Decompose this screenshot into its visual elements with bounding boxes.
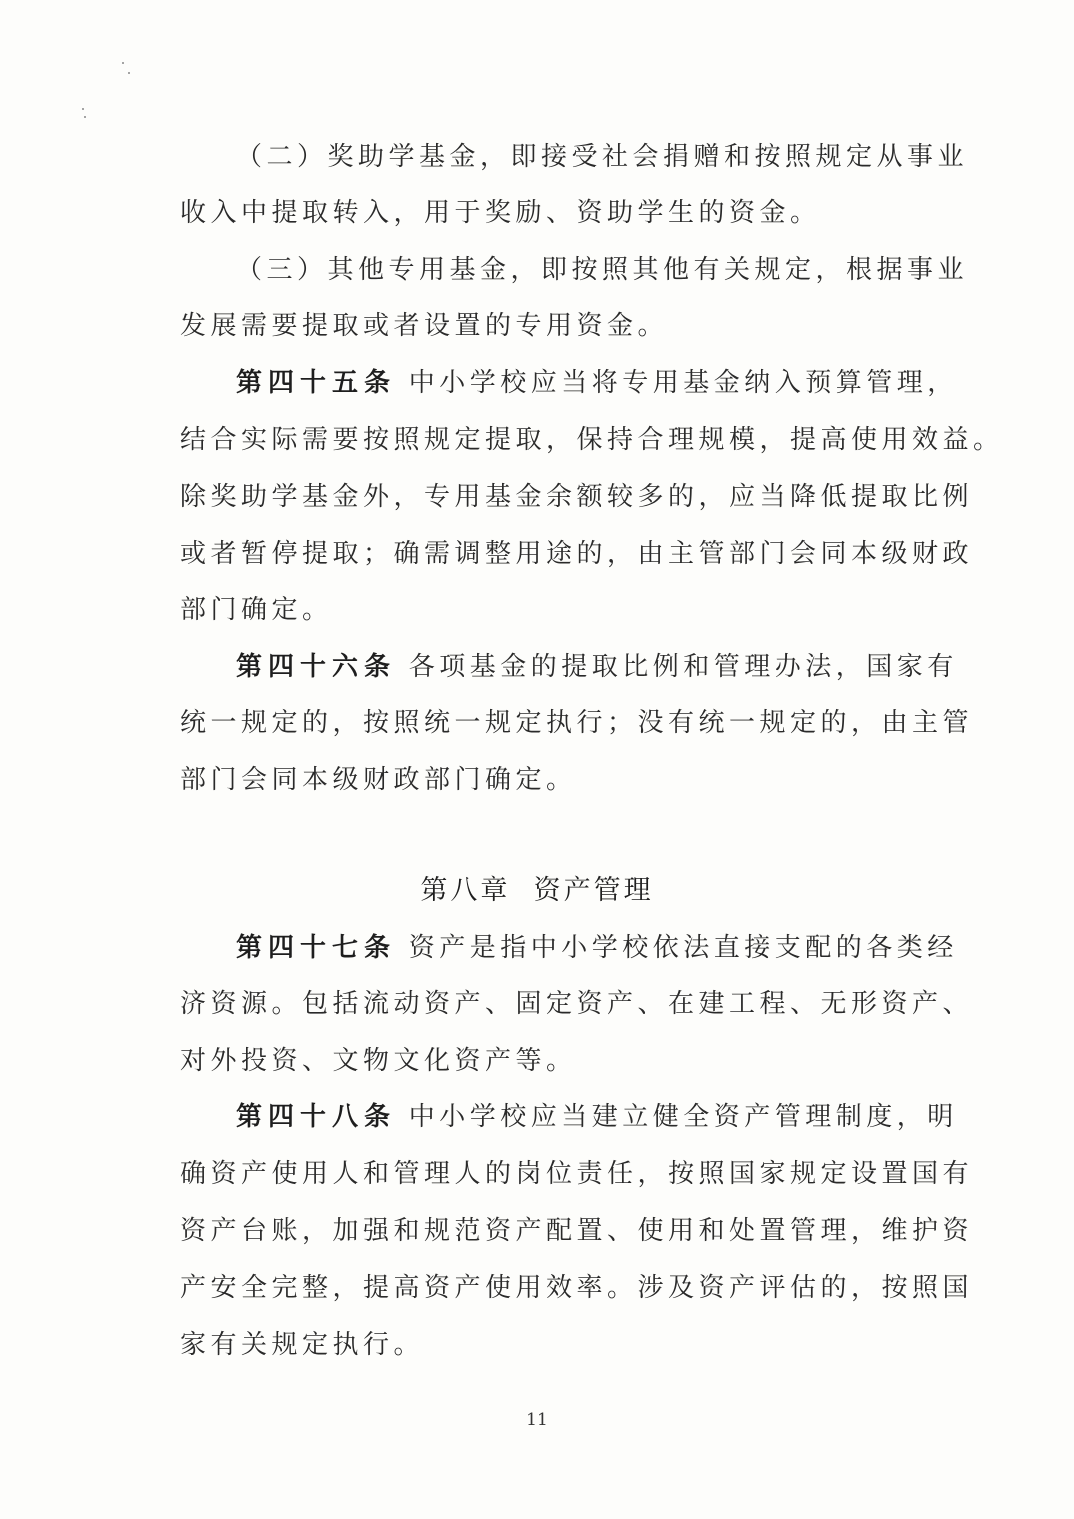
article-46-title: 第四十六条 <box>236 652 397 682</box>
article-46-first-line <box>236 650 981 684</box>
article-45-title: 第四十五条 <box>236 368 397 398</box>
article-47-line: 资产是指中小学校依法直接支配的各类经 <box>396 933 958 963</box>
article-47-title: 第四十七条 <box>236 933 397 963</box>
scan-speck <box>122 62 124 64</box>
article-45-line: 除奖助学基金外，专用基金余额较多的，应当降低提取比例 <box>180 482 974 512</box>
article-45-line: 结合实际需要按照规定提取，保持合理规模，提高使用效益。 <box>180 425 1004 455</box>
paragraph-line: （二）奖助学基金，即接受社会捐赠和按照规定从事业 <box>236 142 969 172</box>
article-48-line: 产安全完整，提高资产使用效率。涉及资产评估的，按照国 <box>180 1273 974 1303</box>
scan-speck <box>82 108 84 110</box>
scan-speck <box>128 72 130 74</box>
paragraph-line: 发展需要提取或者设置的专用资金。 <box>180 311 669 341</box>
article-47-line: 对外投资、文物文化资产等。 <box>180 1046 577 1076</box>
article-45-line: 部门确定。 <box>180 595 333 625</box>
chapter-heading: 第八章 资产管理 <box>420 875 654 906</box>
article-48-line: 资产台账，加强和规范资产配置、使用和处置管理，维护资 <box>180 1216 974 1246</box>
article-48-line: 中小学校应当建立健全资产管理制度，明 <box>396 1102 958 1132</box>
paragraph-line: 收入中提取转入，用于奖励、资助学生的资金。 <box>180 198 821 228</box>
paragraph-line: （三）其他专用基金，即按照其他有关规定，根据事业 <box>236 255 969 285</box>
article-48-line: 确资产使用人和管理人的岗位责任，按照国家规定设置国有 <box>180 1159 974 1189</box>
article-46-line: 各项基金的提取比例和管理办法，国家有 <box>396 652 958 682</box>
article-48-first-line <box>236 1100 981 1134</box>
article-48-line: 家有关规定执行。 <box>180 1330 425 1360</box>
article-45-line: 或者暂停提取；确需调整用途的，由主管部门会同本级财政 <box>180 539 974 569</box>
article-48-title: 第四十八条 <box>236 1102 397 1132</box>
article-47-line: 济资源。包括流动资产、固定资产、在建工程、无形资产、 <box>180 989 974 1019</box>
article-46-line: 统一规定的，按照统一规定执行；没有统一规定的，由主管 <box>180 708 974 738</box>
page-number: 11 <box>526 1410 548 1430</box>
article-46-line: 部门会同本级财政部门确定。 <box>180 765 577 795</box>
article-45-first-line <box>236 366 981 400</box>
article-47-first-line <box>236 931 981 965</box>
scan-speck <box>84 116 86 118</box>
article-45-line: 中小学校应当将专用基金纳入预算管理， <box>396 368 958 398</box>
